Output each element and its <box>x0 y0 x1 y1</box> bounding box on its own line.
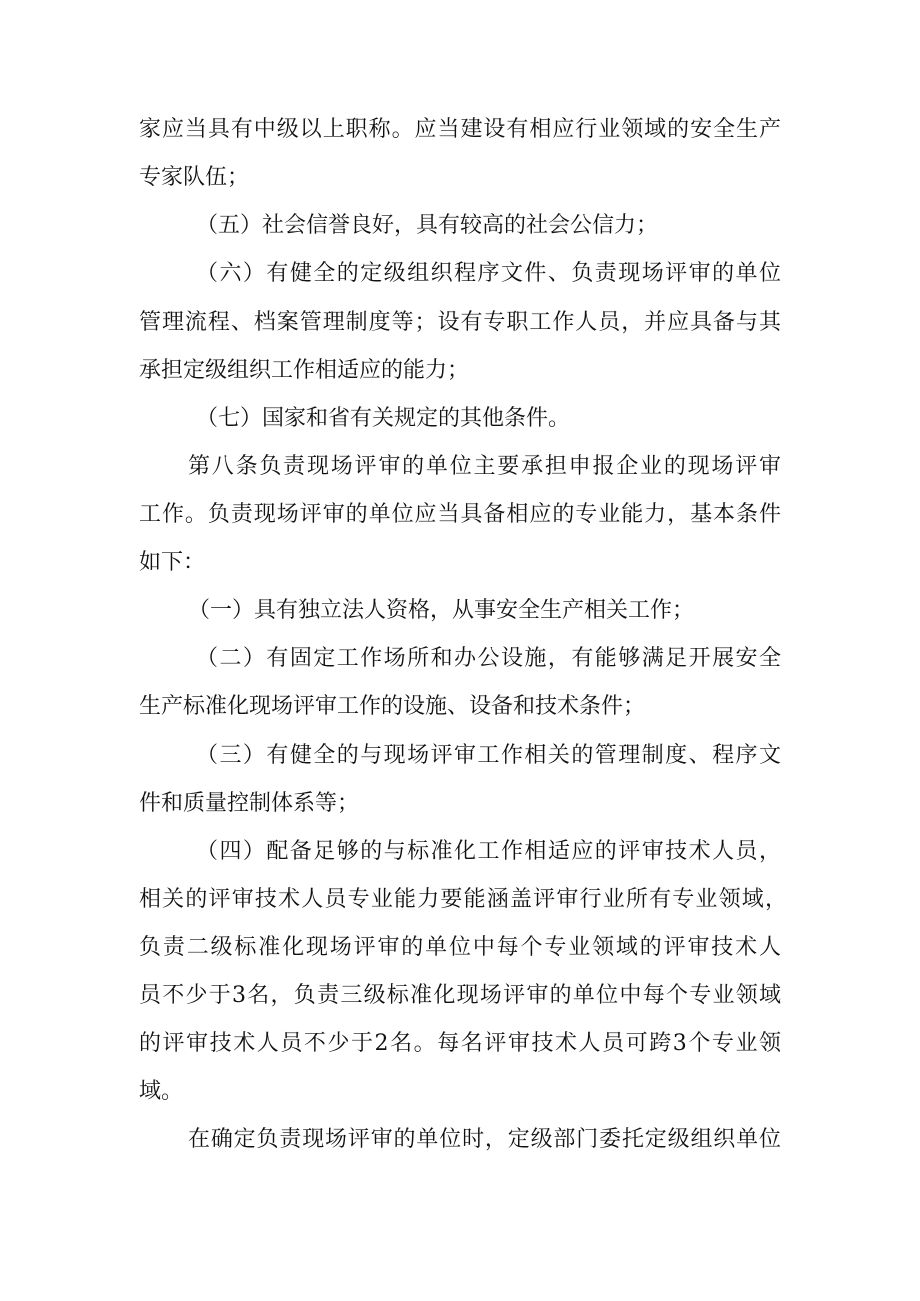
text-line: 工作。负责现场评审的单位应当具备相应的专业能力，基本条件 <box>139 502 781 527</box>
text-line: （四）配备足够的与标准化工作相适应的评审技术人员， <box>196 839 781 864</box>
text-line: 件和质量控制体系等； <box>139 791 360 816</box>
text-line: 在确定负责现场评审的单位时，定级部门委托定级组织单位 <box>188 1127 781 1152</box>
text-line: 生产标准化现场评审工作的设施、设备和技术条件； <box>139 694 646 719</box>
text-line: 管理流程、档案管理制度等；设有专职工作人员，并应具备与其 <box>139 310 781 335</box>
text-line: 负责二级标准化现场评审的单位中每个专业领域的评审技术人 <box>139 935 781 960</box>
text-line: （六）有健全的定级组织程序文件、负责现场评审的单位 <box>196 261 781 286</box>
text-line: 的评审技术人员不少于2名。每名评审技术人员可跨3个专业领 <box>139 1031 781 1056</box>
text-line: 如下： <box>139 550 206 575</box>
text-line: （七）国家和省有关规定的其他条件。 <box>196 406 571 431</box>
text-line: 家应当具有中级以上职称。应当建设有相应行业领域的安全生产 <box>139 117 781 142</box>
text-line: 承担定级组织工作相适应的能力； <box>139 358 470 383</box>
text-line: 专家队伍； <box>139 165 250 190</box>
text-line: 第八条负责现场评审的单位主要承担申报企业的现场评审 <box>188 454 781 479</box>
text-line: （二）有固定工作场所和办公设施，有能够满足开展安全 <box>196 646 781 671</box>
text-line: 域。 <box>139 1079 184 1104</box>
text-line: （三）有健全的与现场评审工作相关的管理制度、程序文 <box>196 743 781 768</box>
text-line: （五）社会信誉良好，具有较高的社会公信力； <box>196 213 659 238</box>
text-line: 员不少于3名，负责三级标准化现场评审的单位中每个专业领域 <box>139 983 781 1008</box>
text-line: 相关的评审技术人员专业能力要能涵盖评审行业所有专业领域， <box>139 887 787 912</box>
text-line: （一）具有独立法人资格，从事安全生产相关工作； <box>188 598 695 623</box>
